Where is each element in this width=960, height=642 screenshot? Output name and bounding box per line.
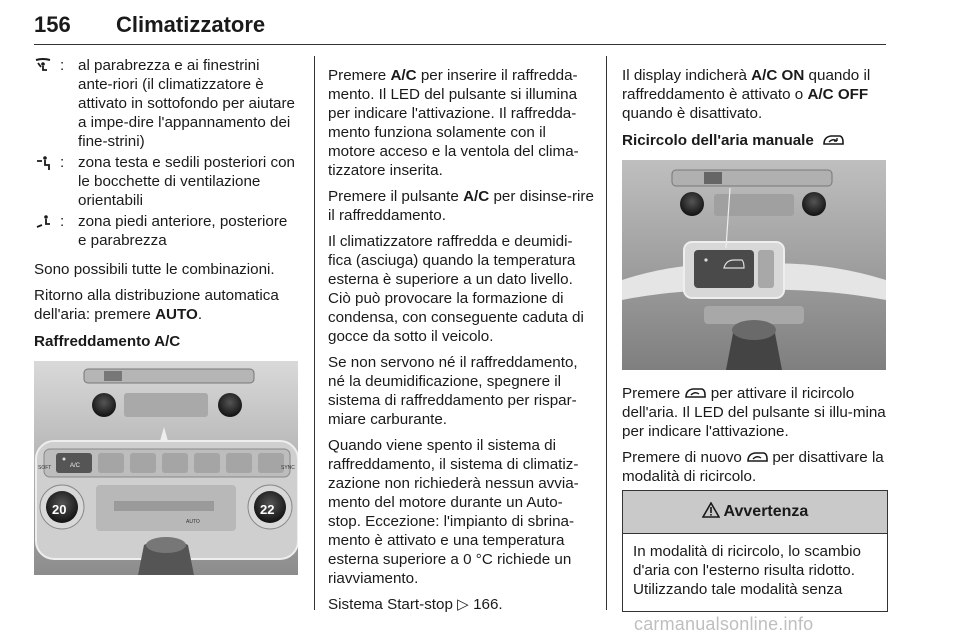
- page-reference-link[interactable]: 166.: [473, 596, 503, 613]
- paragraph: Premere per attivare il ricircolo dell'aria. Il LED del pulsante si illu-mina per indicare l'attivazione.: [622, 385, 886, 440]
- paragraph: Premere di nuovo per disattivare la modalità di ricircolo.: [622, 449, 884, 485]
- list-item: : zona testa e sedili posteriori con le bocchette di ventilazione orientabili: [34, 153, 298, 210]
- section-heading-recirculation: Ricircolo dell'aria manuale: [622, 131, 886, 150]
- column-divider: [314, 56, 315, 610]
- paragraph: Se non servono né il raffreddamento, né la deumidificazione, spegnere il sistema di raffreddamento per rispar-miare carburante.: [328, 354, 578, 428]
- list-item-text: zona piedi anteriore, posteriore e parabrezza: [78, 213, 288, 249]
- paragraph: Quando viene spento il sistema di raffreddamento, il sistema di climatiz-zazione non richiederà nessun avvia-mento del motore durante un Auto-stop. Eccezione: l'impianto di sbrina-mento è attivato e una temperatura esterna superiore a 0 °C richiede un riavviamento.: [328, 437, 579, 587]
- recirculation-icon: [822, 133, 844, 147]
- recirculation-button-photo: [622, 160, 886, 370]
- list-item: : al parabrezza e ai finestrini ante-riori (il climatizzatore è attivato in sottofondo per aiutare a impe-dire l'appannamento dei fine-strini): [34, 56, 298, 151]
- recirculation-icon: [746, 450, 768, 464]
- paragraph: Premere A/C per inserire il raffredda-mento. Il LED del pulsante si illumina per indicare l'attivazione. Il raffredda-mento funziona solamente con il motore acceso e la ventola del clima-tizzatore inserita.: [328, 67, 579, 179]
- head-air-icon: [34, 155, 52, 171]
- section-heading-ac: Raffreddamento A/C: [34, 333, 181, 350]
- recirculation-icon: [684, 386, 706, 400]
- warning-icon: [702, 502, 720, 518]
- left-temperature-label: 20: [52, 502, 67, 517]
- column-divider: [606, 56, 607, 610]
- list-item-text: zona testa e sedili posteriori con le bocchette di ventilazione orientabili: [78, 154, 295, 209]
- warning-title: Avvertenza: [723, 503, 809, 520]
- warning-header: [623, 491, 887, 534]
- paragraph: Sistema Start-stop ▷ 166.: [328, 596, 503, 613]
- ac-button-label: A/C: [70, 463, 81, 469]
- warning-text: In modalità di ricircolo, lo scambio d'aria con l'esterno risulta ridotto. Utilizzando tale modalità senza: [633, 543, 861, 598]
- watermark: carmanualsonline.info: [634, 614, 814, 634]
- paragraph: Il display indicherà A/C ON quando il raffreddamento è attivato o A/C OFF quando è disattivato.: [622, 67, 871, 122]
- paragraph: Ritorno alla distribuzione automatica dell'aria: premere AUTO.: [34, 287, 279, 323]
- list-item-text: al parabrezza e ai finestrini ante-riori (il climatizzatore è attivato in sottofondo per aiutare a impe-dire l'appannamento dei fine-strini): [78, 57, 295, 150]
- sync-label: SYNC: [281, 465, 295, 471]
- auto-label: AUTO: [155, 306, 198, 323]
- page-header: [34, 8, 886, 45]
- windscreen-footwell-air-icon: [34, 58, 52, 74]
- page-number: 156: [34, 12, 71, 37]
- auto-button-label: AUTO: [186, 519, 200, 525]
- warning-box: [622, 490, 888, 612]
- climate-control-photo: [34, 361, 298, 575]
- paragraph: Premere il pulsante A/C per disinse-rire il raffreddamento.: [328, 188, 594, 224]
- foot-air-icon: [34, 214, 52, 230]
- list-item: : zona piedi anteriore, posteriore e parabrezza: [34, 212, 298, 250]
- paragraph: Sono possibili tutte le combinazioni.: [34, 261, 275, 278]
- page-title: Climatizzatore: [116, 12, 266, 37]
- paragraph: Il climatizzatore raffredda e deumidi-fica (asciuga) quando la temperatura esterna è superiore a un dato livello. Ciò può provocare la formazione di condensa, con conseguente caduta di gocce da sotto il veicolo.: [328, 233, 584, 345]
- right-temperature-label: 22: [260, 502, 275, 517]
- column-3: [622, 66, 886, 493]
- page-reference-icon: ▷: [457, 596, 469, 613]
- column-2: [328, 66, 594, 621]
- column-1: [34, 56, 298, 575]
- soft-label: SOFT: [38, 465, 52, 471]
